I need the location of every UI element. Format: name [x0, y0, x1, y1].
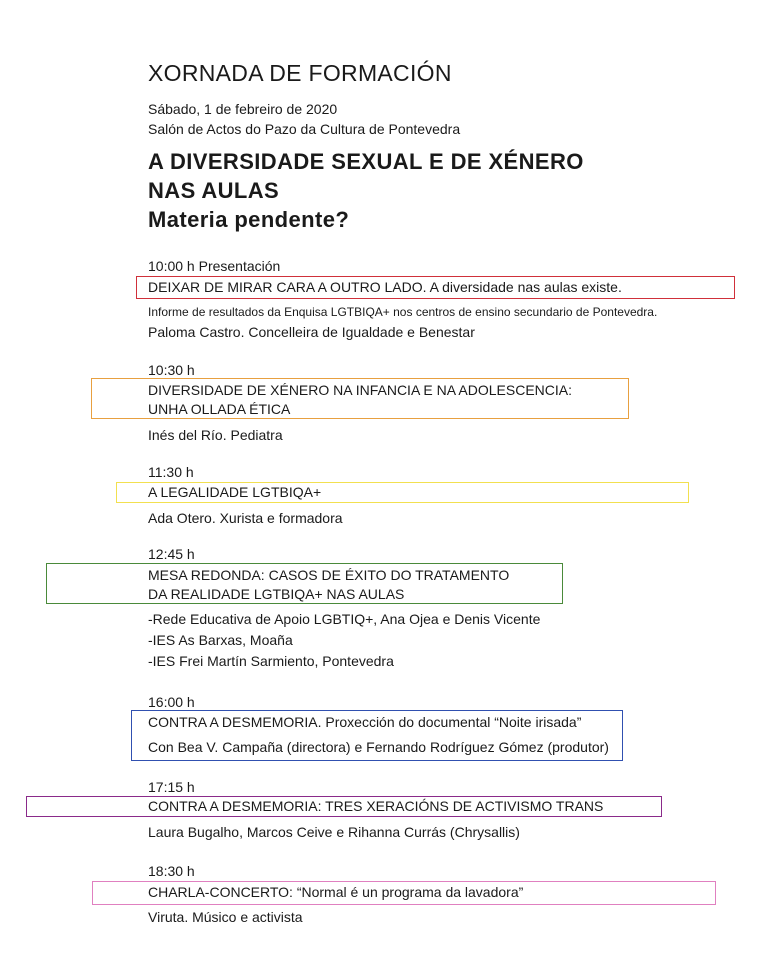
session-7-time: 18:30 h	[148, 863, 195, 879]
session-5-time: 16:00 h	[148, 694, 195, 710]
session-1-title: DEIXAR DE MIRAR CARA A OUTRO LADO. A diversidade nas aulas existe.	[148, 279, 622, 295]
session-3-time: 11:30 h	[148, 464, 194, 480]
session-4-detail-2: -IES As Barxas, Moaña	[148, 632, 293, 648]
event-title-line1: A DIVERSIDADE SEXUAL E DE XÉNERO	[148, 149, 584, 174]
event-date: Sábado, 1 de febreiro de 2020	[148, 101, 338, 117]
session-2-time: 10:30 h	[148, 362, 195, 378]
session-6-detail-1: Laura Bugalho, Marcos Ceive e Rihanna Currás (Chrysallis)	[148, 824, 520, 840]
session-2-title-1: DIVERSIDADE DE XÉNERO NA INFANCIA E NA ADOLESCENCIA:	[148, 382, 573, 398]
session-6-title: CONTRA A DESMEMORIA: TRES XERACIÓNS DE ACTIVISMO TRANS	[148, 798, 604, 814]
session-7-title: CHARLA-CONCERTO: “Normal é un programa da lavadora”	[148, 884, 524, 900]
session-4-detail-3: -IES Frei Martín Sarmiento, Pontevedra	[148, 653, 394, 669]
session-1-detail-2: Paloma Castro. Concelleira de Igualdade e Benestar	[148, 324, 475, 340]
session-1-time: 10:00 h Presentación	[148, 258, 281, 274]
session-3-title: A LEGALIDADE LGTBIQA+	[148, 484, 322, 500]
session-2-title-2: UNHA OLLADA ÉTICA	[148, 401, 291, 417]
session-2-detail-1: Inés del Río. Pediatra	[148, 427, 283, 443]
session-5-title-2: Con Bea V. Campaña (directora) e Fernando Rodríguez Gómez (produtor)	[148, 739, 609, 755]
session-3-detail-1: Ada Otero. Xurista e formadora	[148, 510, 343, 526]
session-1-detail-1: Informe de resultados da Enquisa LGTBIQA+ nos centros de ensino secundario de Pontevedra.	[148, 305, 658, 319]
session-4-time: 12:45 h	[148, 546, 195, 562]
session-4-detail-1: -Rede Educativa de Apoio LGBTIQ+, Ana Ojea e Denis Vicente	[148, 611, 541, 627]
session-7-detail-1: Viruta. Músico e activista	[148, 909, 303, 925]
event-kicker: XORNADA DE FORMACIÓN	[148, 60, 452, 86]
session-4-title-1: MESA REDONDA: CASOS DE ÉXITO DO TRATAMENTO	[148, 567, 510, 583]
session-4-title-2: DA REALIDADE LGTBIQA+ NAS AULAS	[148, 586, 405, 602]
event-title-line2: NAS AULAS	[148, 178, 280, 203]
session-5-title-1: CONTRA A DESMEMORIA. Proxección do documental “Noite irisada”	[148, 714, 582, 730]
session-6-time: 17:15 h	[148, 779, 195, 795]
event-title-subtitle: Materia pendente?	[148, 207, 350, 232]
event-venue: Salón de Actos do Pazo da Cultura de Pontevedra	[148, 121, 461, 137]
